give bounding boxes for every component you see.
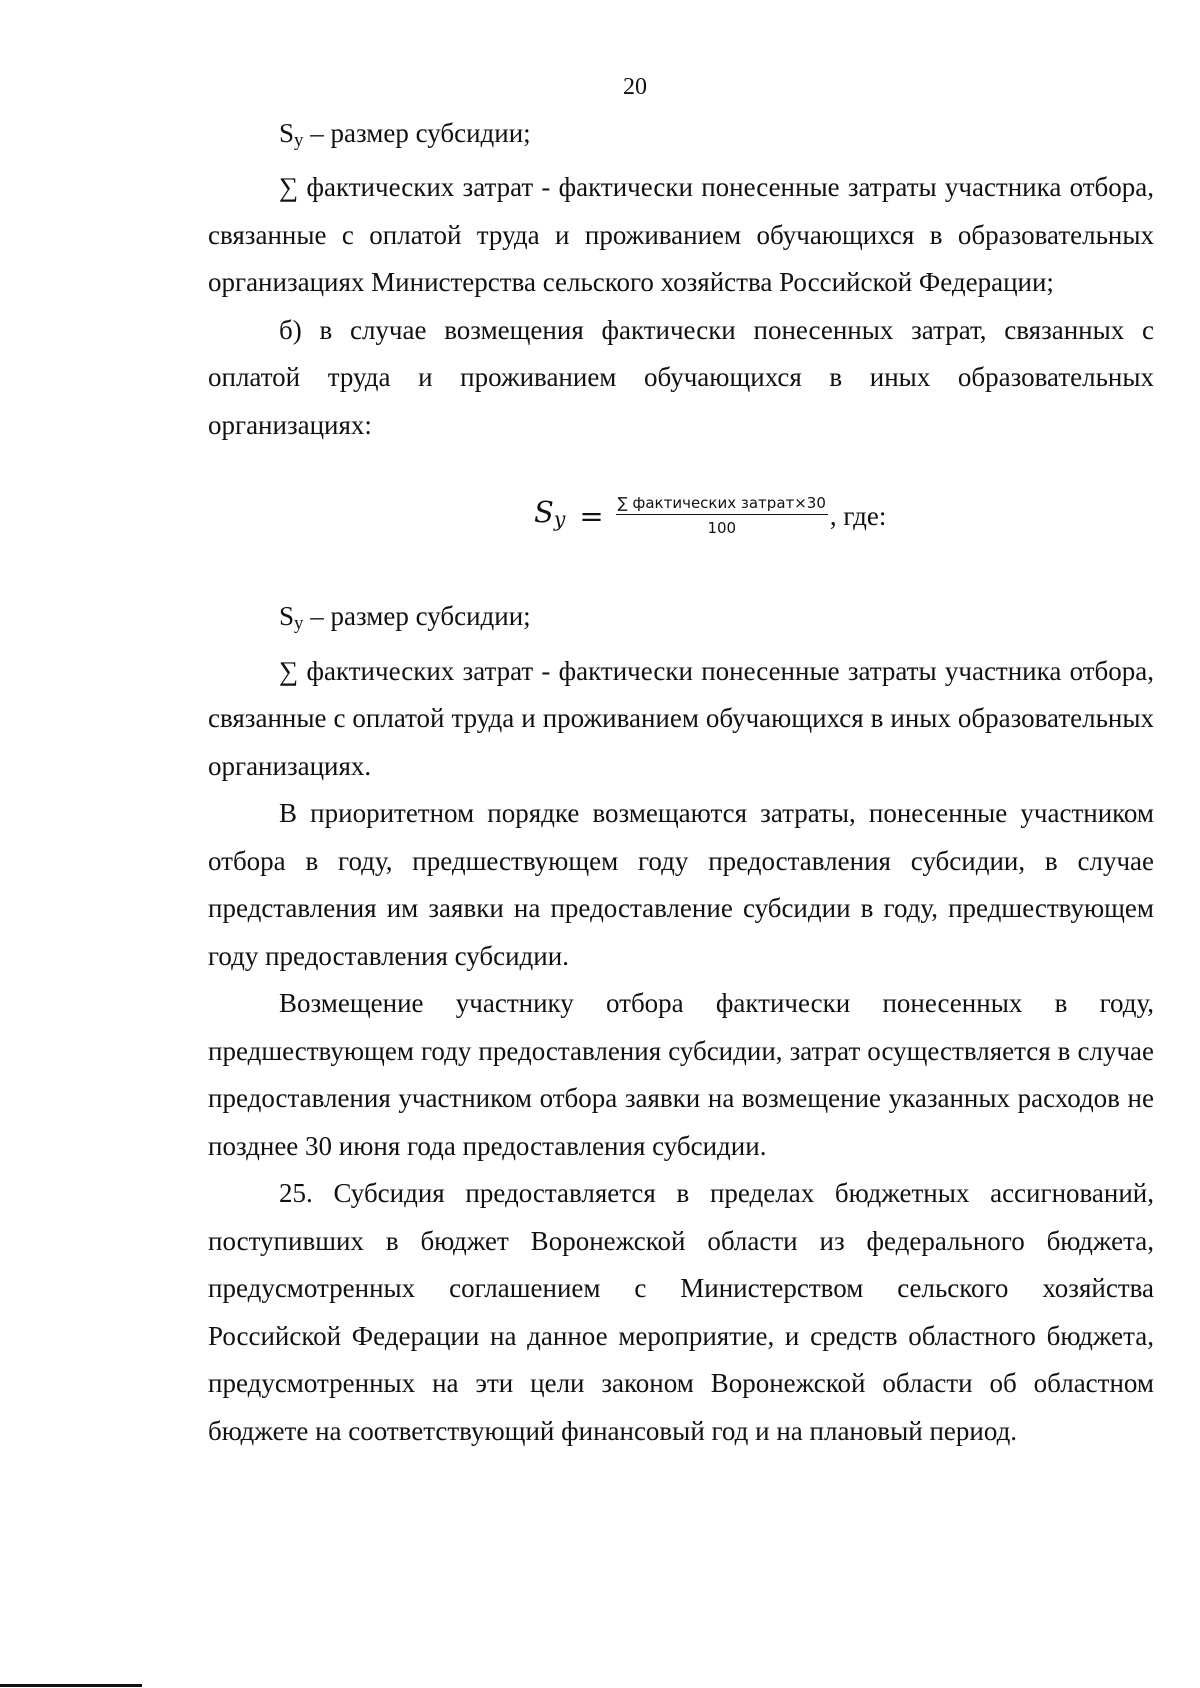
subsidy-symbol: S bbox=[279, 601, 295, 632]
subsidy-symbol-subscript: у bbox=[294, 129, 304, 151]
formula-fraction bbox=[616, 492, 828, 541]
formula-lhs-subscript: y bbox=[553, 507, 566, 532]
formula-lhs: Sy bbox=[534, 495, 566, 532]
subsidy-size-text: – размер субсидии; bbox=[303, 118, 531, 148]
subsidy-symbol-subscript: у bbox=[294, 613, 304, 635]
paragraph-refund-deadline: Возмещение участнику отбора фактически понесенных в году, предшествующем году предоставления субсидии, затрат осуществляется в случае предоставления участником отбора заявки на возмещение указанных расходов не позднее 30 июня года предоставления субсидии. bbox=[208, 988, 1154, 1161]
formula-where-text: , где: bbox=[829, 500, 887, 531]
actual-costs-definition: ∑ фактических затрат - фактически понесенные затраты участника отбора, связанные с оплатой труда и проживанием обучающихся в образовательных организациях Министерства сельского хозяйства Российской Федерации; bbox=[208, 172, 1154, 298]
paragraph-25: 25. Субсидия предоставляется в пределах бюджетных ассигнований, поступивших в бюджет Воронежской области из федерального бюджета, предусмотренных соглашением с Министерством сельского хозяйства Российской Федерации на данное мероприятие, и средств областного бюджета, предусмотренных на эти цели законом Воронежской области об областном бюджете на соответствующий финансовый год и на плановый период. bbox=[208, 1178, 1154, 1446]
document-body bbox=[208, 110, 1154, 1455]
paragraph-b: б) в случае возмещения фактически понесенных затрат, связанных с оплатой труда и проживанием обучающихся в иных образовательных организациях: bbox=[208, 314, 1154, 440]
subsidy-formula bbox=[208, 469, 1154, 589]
page-number: 20 bbox=[623, 74, 647, 100]
subsidy-size-text: – размер субсидии; bbox=[303, 601, 531, 632]
footer-rule bbox=[0, 1684, 142, 1687]
formula-equals-sign: = bbox=[579, 498, 604, 533]
formula-denominator: 100 bbox=[707, 519, 737, 538]
paragraph-priority-order: В приоритетном порядке возмещаются затраты, понесенные участником отбора в году, предшествующем году предоставления субсидии, в случае представления им заявки на предоставление субсидии в году, предшествующем году предоставления субсидии. bbox=[208, 798, 1154, 971]
subsidy-size-definition bbox=[208, 110, 1154, 164]
formula-numerator: ∑ фактических затрат×30 bbox=[616, 492, 828, 515]
subsidy-size-definition-2 bbox=[208, 593, 1154, 647]
subsidy-symbol: S bbox=[279, 118, 295, 148]
actual-costs-definition-2: ∑ фактических затрат - фактически понесенные затраты участника отбора, связанные с оплатой труда и проживанием обучающихся в иных образовательных организациях. bbox=[208, 655, 1154, 781]
